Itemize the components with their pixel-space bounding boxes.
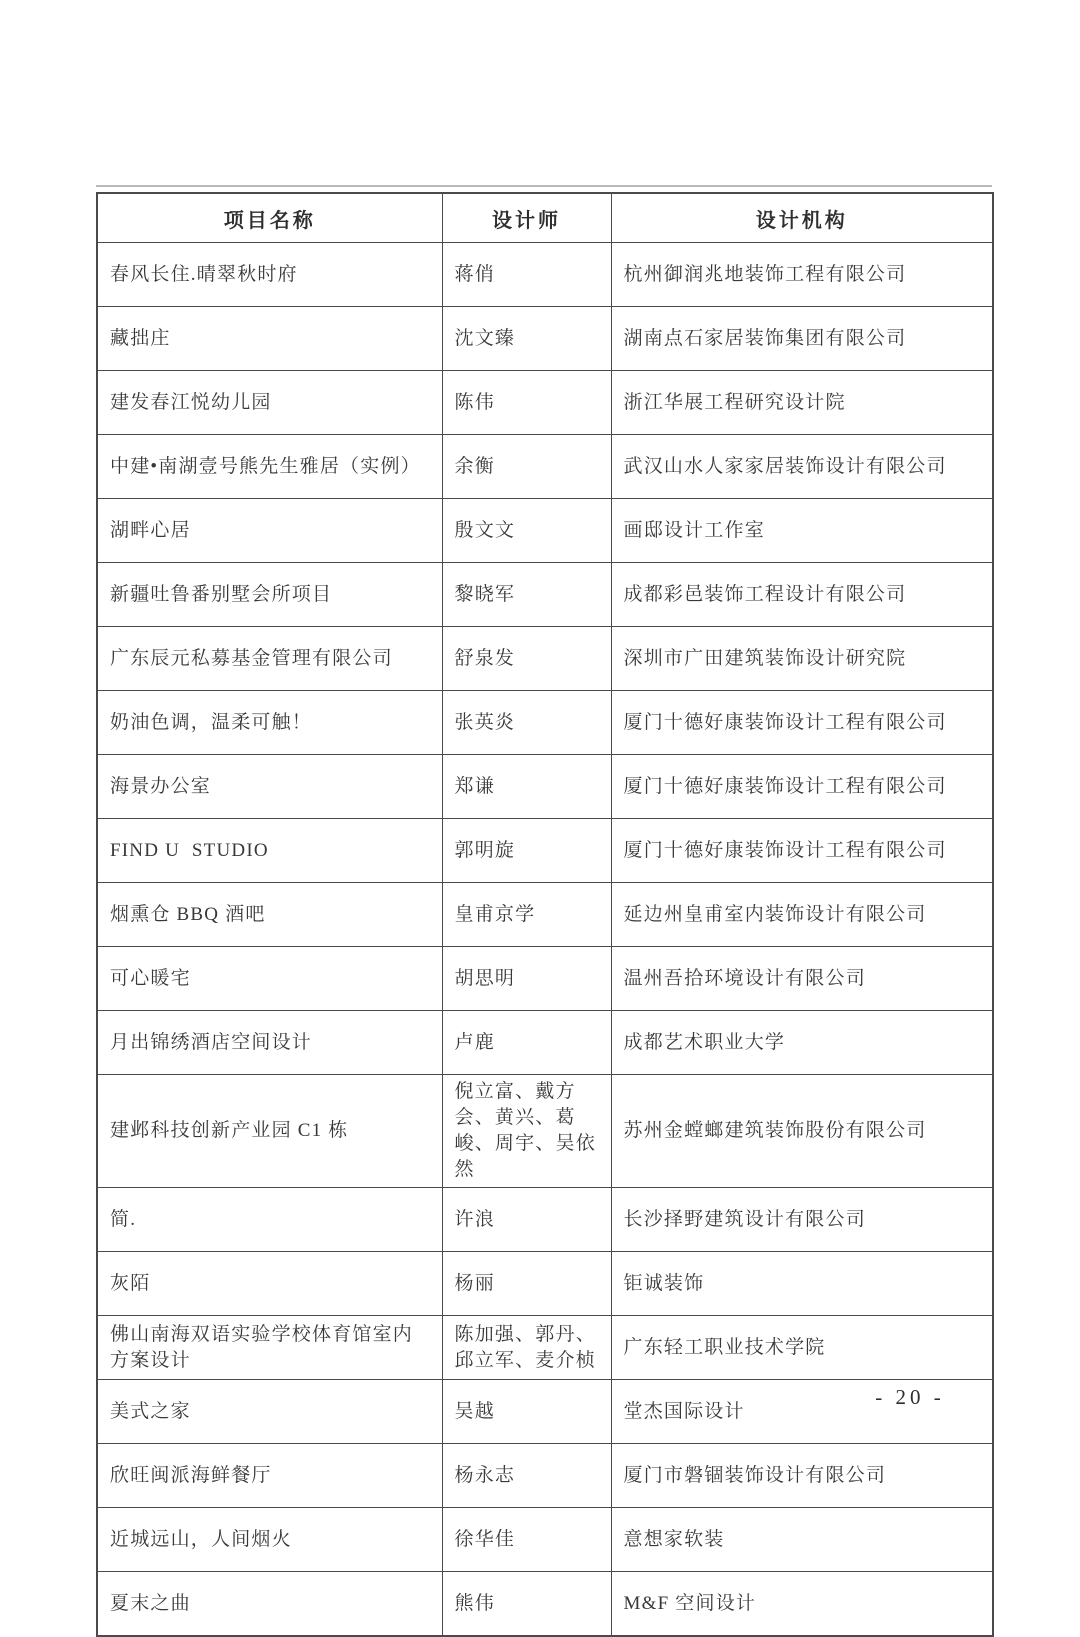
project-cell: 可心暖宅 bbox=[97, 947, 442, 1011]
org-cell: 成都艺术职业大学 bbox=[611, 1011, 993, 1075]
designer-cell: 熊伟 bbox=[442, 1572, 611, 1637]
designer-cell: 徐华佳 bbox=[442, 1508, 611, 1572]
table-top-rule bbox=[96, 185, 992, 187]
designer-cell: 黎晓军 bbox=[442, 563, 611, 627]
designer-cell: 胡思明 bbox=[442, 947, 611, 1011]
designer-cell: 皇甫京学 bbox=[442, 883, 611, 947]
table-row bbox=[97, 243, 993, 307]
table-row bbox=[97, 371, 993, 435]
designer-cell: 陈伟 bbox=[442, 371, 611, 435]
project-cell: FIND U STUDIO bbox=[97, 819, 442, 883]
table-row bbox=[97, 1252, 993, 1316]
project-cell: 欣旺闽派海鲜餐厅 bbox=[97, 1444, 442, 1508]
project-cell: 月出锦绣酒店空间设计 bbox=[97, 1011, 442, 1075]
org-cell: 堂杰国际设计 bbox=[611, 1380, 993, 1444]
org-cell: 意想家软装 bbox=[611, 1508, 993, 1572]
org-cell: 延边州皇甫室内装饰设计有限公司 bbox=[611, 883, 993, 947]
designer-cell: 张英炎 bbox=[442, 691, 611, 755]
org-cell: 钜诚装饰 bbox=[611, 1252, 993, 1316]
table-row bbox=[97, 563, 993, 627]
project-cell: 建邺科技创新产业园 C1 栋 bbox=[97, 1075, 442, 1188]
designer-cell: 余衡 bbox=[442, 435, 611, 499]
project-cell: 奶油色调，温柔可触！ bbox=[97, 691, 442, 755]
org-cell: 深圳市广田建筑装饰设计研究院 bbox=[611, 627, 993, 691]
designer-cell: 倪立富、戴方会、黄兴、葛峻、周宇、吴依然 bbox=[442, 1075, 611, 1188]
table-row bbox=[97, 819, 993, 883]
project-cell: 佛山南海双语实验学校体育馆室内方案设计 bbox=[97, 1316, 442, 1380]
project-cell: 海景办公室 bbox=[97, 755, 442, 819]
designer-cell: 蒋俏 bbox=[442, 243, 611, 307]
designer-cell: 郭明旋 bbox=[442, 819, 611, 883]
designer-cell: 卢鹿 bbox=[442, 1011, 611, 1075]
awards-table-wrap bbox=[96, 185, 992, 1637]
awards-table bbox=[96, 192, 994, 1637]
org-cell: 画邸设计工作室 bbox=[611, 499, 993, 563]
table-row bbox=[97, 1188, 993, 1252]
table-row bbox=[97, 307, 993, 371]
page-number: - 20 - bbox=[875, 1385, 945, 1409]
designer-cell: 杨丽 bbox=[442, 1252, 611, 1316]
org-cell: 苏州金螳螂建筑装饰股份有限公司 bbox=[611, 1075, 993, 1188]
org-cell: 杭州御润兆地装饰工程有限公司 bbox=[611, 243, 993, 307]
table-row bbox=[97, 883, 993, 947]
project-cell: 中建•南湖壹号熊先生雅居（实例） bbox=[97, 435, 442, 499]
project-cell: 建发春江悦幼儿园 bbox=[97, 371, 442, 435]
designer-cell: 杨永志 bbox=[442, 1444, 611, 1508]
table-row bbox=[97, 1444, 993, 1508]
table-row bbox=[97, 435, 993, 499]
designer-cell: 陈加强、郭丹、邱立军、麦介桢 bbox=[442, 1316, 611, 1380]
project-cell: 广东辰元私募基金管理有限公司 bbox=[97, 627, 442, 691]
org-cell: 湖南点石家居装饰集团有限公司 bbox=[611, 307, 993, 371]
project-cell: 简. bbox=[97, 1188, 442, 1252]
designer-cell: 殷文文 bbox=[442, 499, 611, 563]
project-cell: 春风长住.晴翠秋时府 bbox=[97, 243, 442, 307]
project-cell: 灰陌 bbox=[97, 1252, 442, 1316]
designer-cell: 舒泉发 bbox=[442, 627, 611, 691]
org-cell: 广东轻工职业技术学院 bbox=[611, 1316, 993, 1380]
project-cell: 湖畔心居 bbox=[97, 499, 442, 563]
table-row bbox=[97, 755, 993, 819]
project-cell: 美式之家 bbox=[97, 1380, 442, 1444]
designer-cell: 郑谦 bbox=[442, 755, 611, 819]
header-row bbox=[97, 193, 993, 243]
org-cell: 浙江华展工程研究设计院 bbox=[611, 371, 993, 435]
org-cell: 长沙择野建筑设计有限公司 bbox=[611, 1188, 993, 1252]
table-row bbox=[97, 499, 993, 563]
table-row bbox=[97, 1316, 993, 1380]
org-cell: 厦门十德好康装饰设计工程有限公司 bbox=[611, 755, 993, 819]
org-cell: 厦门市磐锢装饰设计有限公司 bbox=[611, 1444, 993, 1508]
designer-cell: 沈文臻 bbox=[442, 307, 611, 371]
header-organization: 设计机构 bbox=[611, 193, 993, 243]
org-cell: M&F 空间设计 bbox=[611, 1572, 993, 1637]
org-cell: 厦门十德好康装饰设计工程有限公司 bbox=[611, 819, 993, 883]
table-row bbox=[97, 947, 993, 1011]
org-cell: 成都彩邑装饰工程设计有限公司 bbox=[611, 563, 993, 627]
designer-cell: 许浪 bbox=[442, 1188, 611, 1252]
org-cell: 厦门十德好康装饰设计工程有限公司 bbox=[611, 691, 993, 755]
project-cell: 近城远山，人间烟火 bbox=[97, 1508, 442, 1572]
project-cell: 夏末之曲 bbox=[97, 1572, 442, 1637]
org-cell: 武汉山水人家家居装饰设计有限公司 bbox=[611, 435, 993, 499]
table-row bbox=[97, 1508, 993, 1572]
designer-cell: 吴越 bbox=[442, 1380, 611, 1444]
header-project-name: 项目名称 bbox=[97, 193, 442, 243]
header-designer: 设计师 bbox=[442, 193, 611, 243]
project-cell: 新疆吐鲁番别墅会所项目 bbox=[97, 563, 442, 627]
table-row bbox=[97, 1572, 993, 1637]
table-row bbox=[97, 1075, 993, 1188]
table-row bbox=[97, 691, 993, 755]
table-row bbox=[97, 627, 993, 691]
project-cell: 烟熏仓 BBQ 酒吧 bbox=[97, 883, 442, 947]
table-row bbox=[97, 1380, 993, 1444]
project-cell: 藏拙庄 bbox=[97, 307, 442, 371]
org-cell: 温州吾拾环境设计有限公司 bbox=[611, 947, 993, 1011]
table-row bbox=[97, 1011, 993, 1075]
